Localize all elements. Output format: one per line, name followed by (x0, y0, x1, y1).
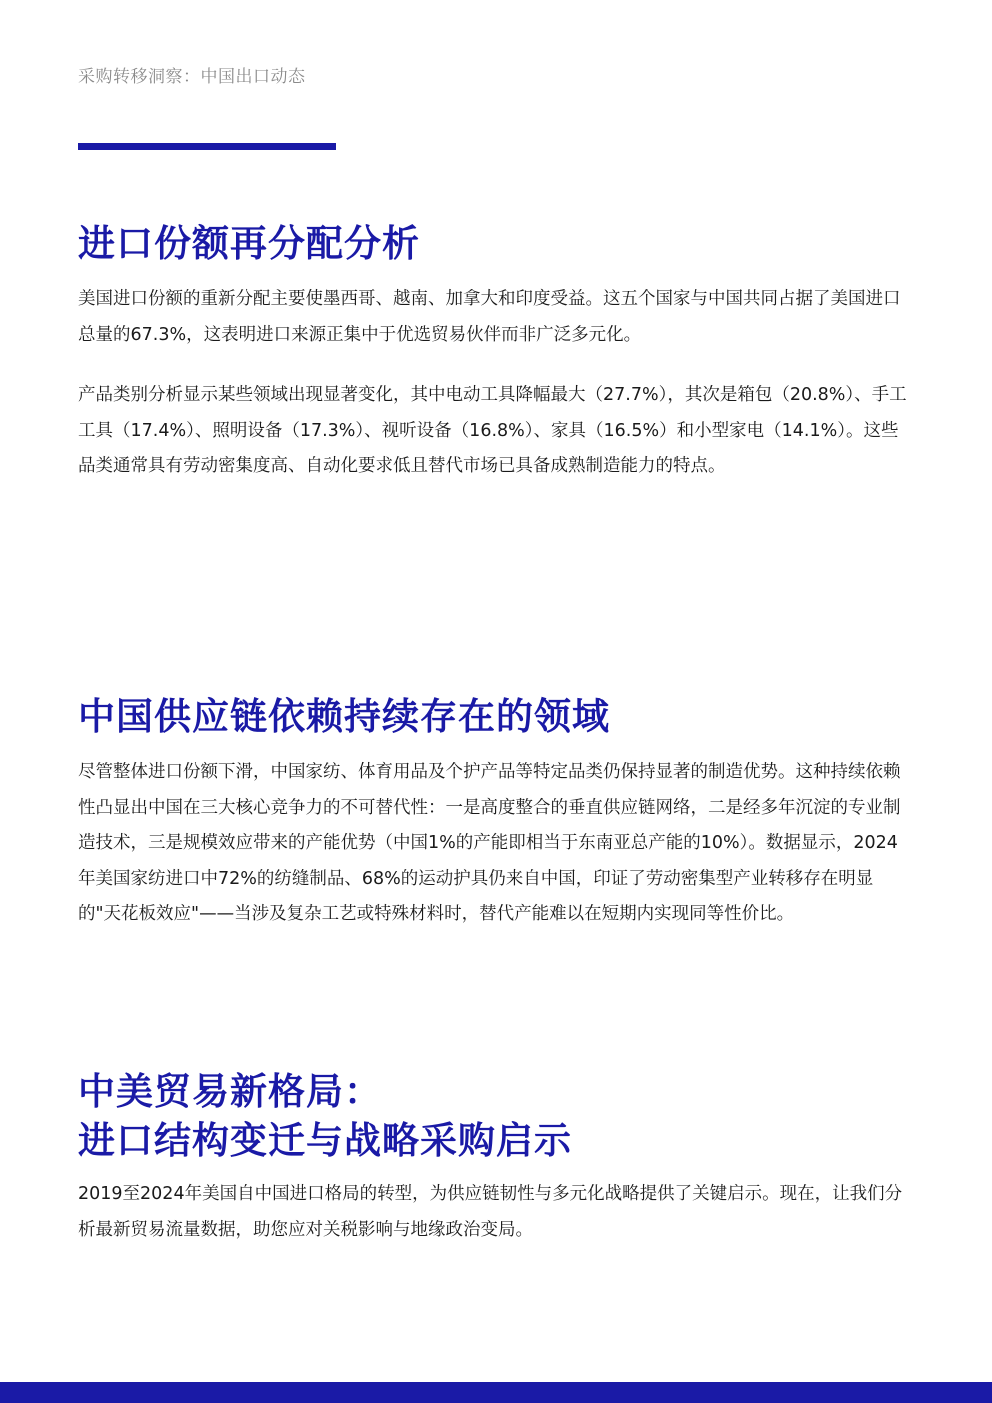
paragraph-trade-landscape: 2019至2024年美国自中国进口格局的转型，为供应链韧性与多元化战略提供了关键启示。现在，让我们分析最新贸易流量数据，助您应对关税影响与地缘政治变局。 (78, 1184, 903, 1240)
section-title-trade-landscape-line1: 中美贸易新格局： (78, 1070, 382, 1113)
header-accent-rule (78, 143, 336, 150)
footer-accent-bar (0, 1382, 992, 1403)
paragraph-supply-chain-dependence: 尽管整体进口份额下滑，中国家纺、体育用品及个护产品等特定品类仍保持显著的制造优势。这种持续依赖性凸显出中国在三大核心竞争力的不可替代性：一是高度整合的垂直供应链网络，二是经多年沉淀的专业制造技术，三是规模效应带来的产能优势（中国1%的产能即相当于东南亚总产能的10%）。数据显示，2024年美国家纺进口中72%的纺缝制品、68%的运动护具仍来自中国，印证了劳动密集型产业转移存在明显的"天花板效应"——当涉及复杂工艺或特殊材料时，替代产能难以在短期内实现同等性价比。 (78, 762, 901, 924)
section-title-supply-chain-dependence: 中国供应链依赖持续存在的领域 (78, 695, 610, 738)
section-title-import-share: 进口份额再分配分析 (78, 222, 420, 265)
header-label: 采购转移洞察：中国出口动态 (78, 67, 306, 87)
paragraph-import-share-1: 美国进口份额的重新分配主要使墨西哥、越南、加拿大和印度受益。这五个国家与中国共同占据了美国进口总量的67.3%，这表明进口来源正集中于优选贸易伙伴而非广泛多元化。 (78, 289, 901, 345)
paragraph-import-share-2: 产品类别分析显示某些领域出现显著变化，其中电动工具降幅最大（27.7%），其次是箱包（20.8%）、手工工具（17.4%）、照明设备（17.3%）、视听设备（16.8%）、家具（16.5%）和小型家电（14.1%）。这些品类通常具有劳动密集度高、自动化要求低且替代市场已具备成熟制造能力的特点。 (78, 385, 907, 476)
section-title-trade-landscape-line2: 进口结构变迁与战略采购启示 (78, 1119, 572, 1162)
